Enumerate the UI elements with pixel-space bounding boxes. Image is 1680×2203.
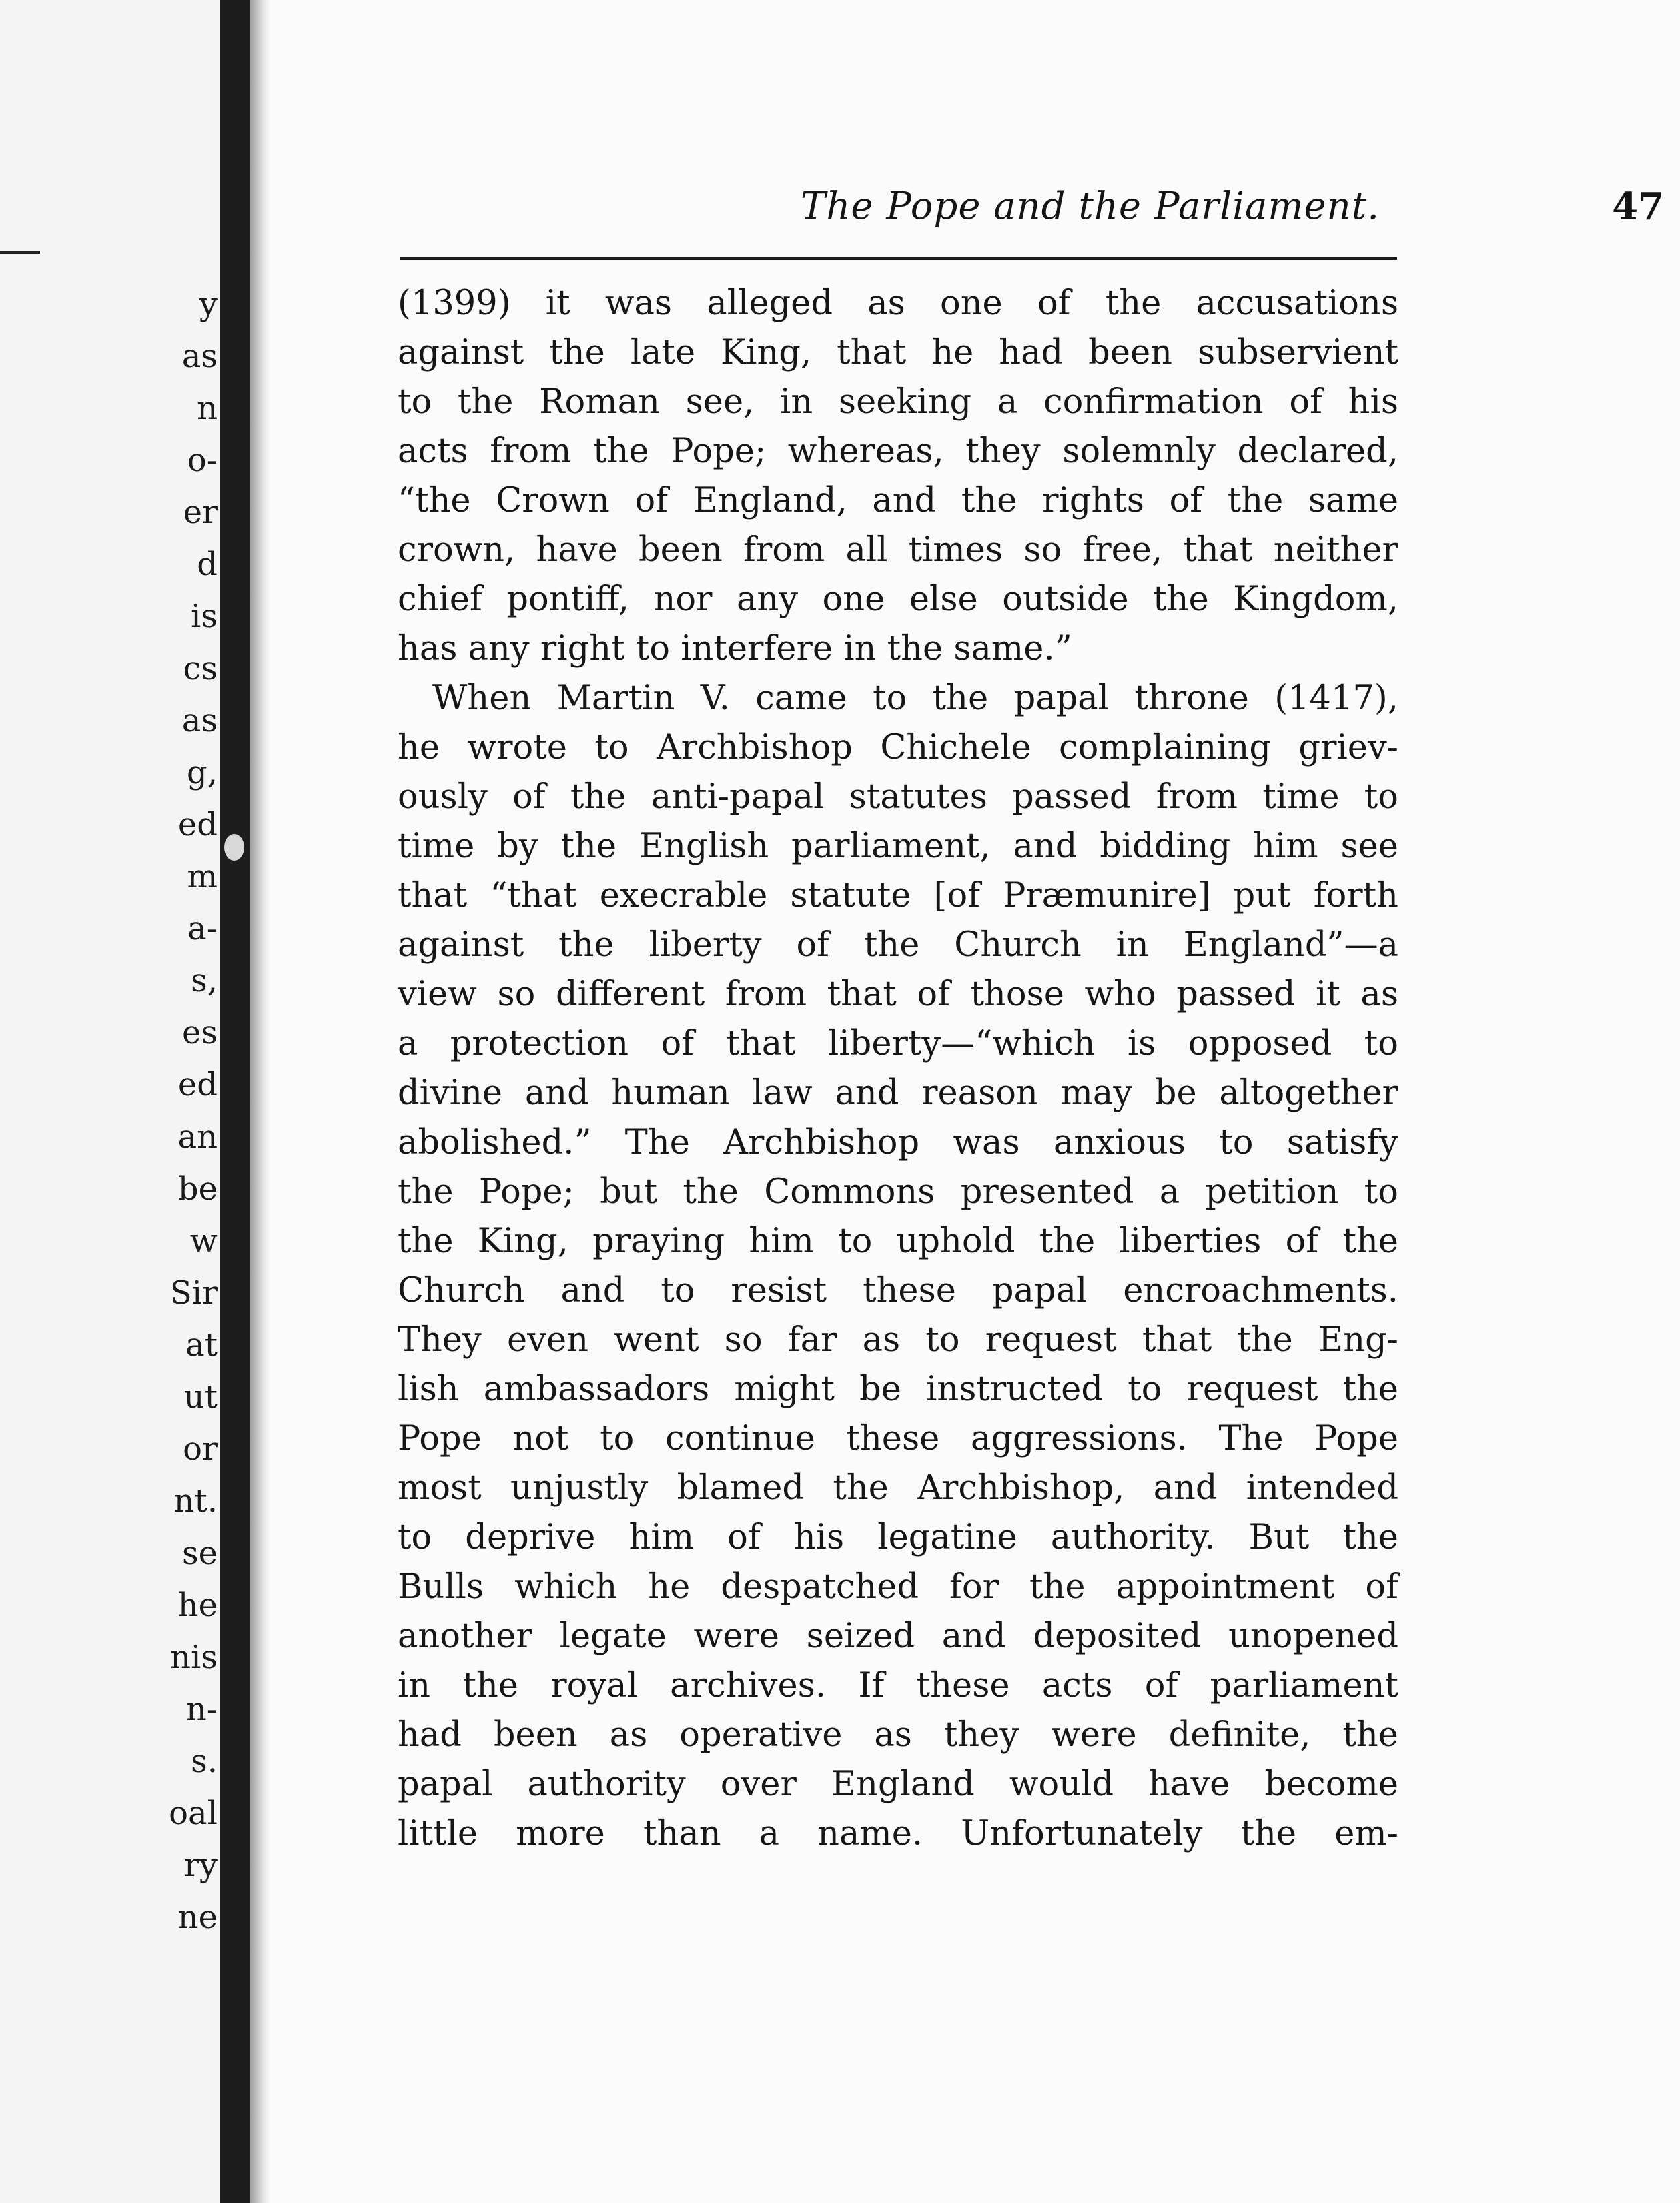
left-page-fragment: or	[183, 1430, 218, 1468]
body-line: When Martin V. came to the papal throne (1417),	[432, 679, 1398, 718]
left-page-fragment: ry	[183, 1847, 218, 1884]
body-line: he wrote to Archbishop Chichele complaining griev-	[398, 728, 1398, 767]
book-gutter-shadow	[220, 0, 250, 2203]
body-line: that “that execrable statute [of Præmunire] put forth	[398, 876, 1398, 915]
body-line: has any right to interfere in the same.”	[398, 629, 1072, 669]
left-page-fragment: an	[177, 1118, 218, 1156]
left-page-fragment: be	[177, 1170, 218, 1208]
body-line: crown, have been from all times so free, that neither	[398, 530, 1398, 570]
body-line: divine and human law and reason may be altogether	[398, 1073, 1398, 1113]
left-page-fragment: s.	[191, 1743, 218, 1780]
page-edge-gradient	[250, 0, 270, 2203]
body-line: against the liberty of the Church in England”—a	[398, 925, 1398, 965]
body-line: chief pontiff, nor any one else outside the Kingdom,	[398, 580, 1398, 619]
running-title: The Pope and the Parliament.	[800, 185, 1380, 228]
body-line: (1399) it was alleged as one of the accusations	[398, 284, 1398, 323]
body-line: Pope not to continue these aggressions. The Pope	[398, 1419, 1398, 1458]
left-page-fragment: is	[191, 598, 218, 635]
left-page-fragment: y	[199, 286, 218, 323]
left-page-fragment: a-	[187, 910, 218, 947]
left-page-fragment: er	[183, 494, 218, 531]
left-facing-page	[0, 0, 220, 2203]
gutter-spot	[224, 834, 244, 861]
left-page-fragment: o-	[187, 442, 218, 479]
body-line: Church and to resist these papal encroachments.	[398, 1271, 1398, 1310]
left-page-fragment: nis	[170, 1639, 218, 1676]
body-line: abolished.” The Archbishop was anxious to satisfy	[398, 1123, 1398, 1162]
body-line: the Pope; but the Commons presented a petition to	[398, 1172, 1398, 1212]
running-head	[616, 180, 1664, 234]
left-page-fragment: n-	[185, 1691, 218, 1728]
body-line: to deprive him of his legatine authority. But the	[398, 1518, 1398, 1557]
body-line: ously of the anti-papal statutes passed from time to	[398, 777, 1398, 817]
left-page-fragment: he	[177, 1587, 218, 1624]
body-line: acts from the Pope; whereas, they solemnly declared,	[398, 432, 1398, 471]
left-page-fragment: ne	[177, 1899, 218, 1936]
body-line: They even went so far as to request that the Eng-	[398, 1320, 1398, 1360]
left-page-fragment: oal	[169, 1795, 218, 1832]
body-line: Bulls which he despatched for the appointment of	[398, 1567, 1398, 1607]
left-page-fragment: g,	[187, 754, 218, 791]
left-page-fragment: es	[181, 1014, 218, 1051]
page-number: 47	[1612, 185, 1664, 229]
left-page-fragment: se	[181, 1534, 218, 1572]
left-page-fragment: as	[181, 702, 218, 739]
header-rule	[400, 257, 1397, 260]
left-page-fragment: ed	[177, 806, 218, 843]
body-line: view so different from that of those who passed it as	[398, 975, 1398, 1014]
left-page-fragment: cs	[183, 650, 218, 687]
left-page-fragment: ut	[183, 1378, 218, 1416]
body-line: most unjustly blamed the Archbishop, and intended	[398, 1468, 1398, 1508]
body-line: in the royal archives. If these acts of parliament	[398, 1666, 1398, 1705]
body-line: little more than a name. Unfortunately the em-	[398, 1814, 1398, 1853]
left-page-fragment: w	[189, 1222, 218, 1260]
body-line: papal authority over England would have become	[398, 1765, 1398, 1804]
left-page-fragment: ed	[177, 1066, 218, 1104]
left-page-fragment: at	[185, 1326, 218, 1364]
body-line: to the Roman see, in seeking a confirmation of his	[398, 382, 1398, 422]
body-line: against the late King, that he had been subservient	[398, 333, 1398, 372]
left-page-fragment: nt.	[173, 1482, 218, 1520]
left-page-fragment: n	[197, 390, 218, 427]
left-page-fragment: d	[197, 546, 218, 583]
body-line: time by the English parliament, and bidding him see	[398, 827, 1398, 866]
body-line: lish ambassadors might be instructed to request the	[398, 1370, 1398, 1409]
body-line: “the Crown of England, and the rights of the same	[398, 481, 1398, 520]
left-page-fragment: m	[187, 858, 218, 895]
left-page-fragment: as	[181, 338, 218, 375]
left-page-fragment: Sir	[169, 1274, 218, 1312]
body-line: had been as operative as they were definite, the	[398, 1715, 1398, 1755]
body-line: the King, praying him to uphold the liberties of the	[398, 1222, 1398, 1261]
book-page	[270, 0, 1680, 2203]
body-line: a protection of that liberty—“which is opposed to	[398, 1024, 1398, 1063]
body-line: another legate were seized and deposited unopened	[398, 1617, 1398, 1656]
left-page-fragment: s,	[191, 962, 218, 999]
left-page-rule	[0, 251, 40, 254]
